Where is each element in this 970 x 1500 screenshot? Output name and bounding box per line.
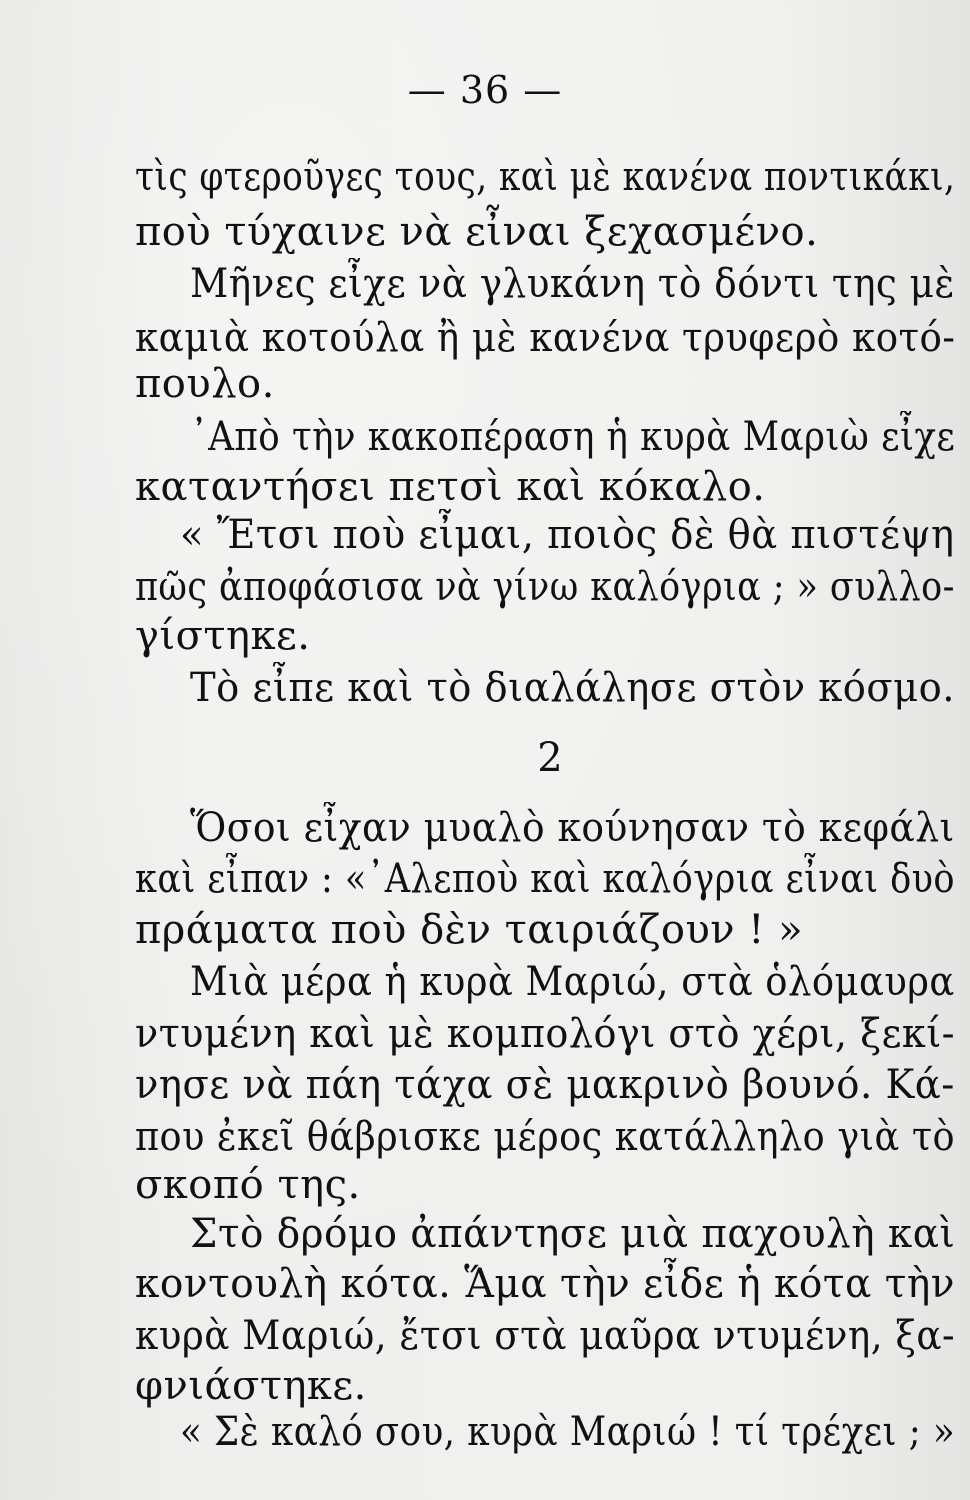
text-line: « Σὲ καλό σου, κυρὰ Μαριώ ! τί τρέχει ; » [180,1409,956,1455]
text-line: πράματα ποὺ δὲν ταιριάζουν ! » [135,907,804,953]
text-line: Μῆνες εἶχε νὰ γλυκάνη τὸ δόντι της μὲ [190,261,955,307]
text-line: γίστηκε. [135,613,311,659]
text-line: κοντουλὴ κότα. Ἅμα τὴν εἶδε ἡ κότα τὴν [135,1261,955,1307]
text-line: ᾿Απὸ τὴν κακοπέραση ἡ κυρὰ Μαριὼ εἶχε [190,414,956,460]
text-line: ντυμένη καὶ μὲ κομπολόγι στὸ χέρι, ξεκί- [135,1011,956,1057]
text-line: φνιάστηκε. [135,1363,367,1409]
text-line: Τὸ εἶπε καὶ τὸ διαλάλησε στὸν κόσμο. [190,665,955,711]
text-line: Μιὰ μέρα ἡ κυρὰ Μαριώ, στὰ ὁλόμαυρα [190,959,955,1005]
text-line: καταντήσει πετσὶ καὶ κόκαλο. [135,464,766,510]
text-line: καμιὰ κοτούλα ἢ μὲ κανένα τρυφερὸ κοτό- [135,315,956,361]
text-line: « Ἔτσι ποὺ εἶμαι, ποιὸς δὲ θὰ πιστέψη [180,512,955,558]
text-line: κυρὰ Μαριώ, ἔτσι στὰ μαῦρα ντυμένη, ξα- [135,1313,956,1359]
text-line: καὶ εἶπαν : «᾿Αλεποὺ καὶ καλόγρια εἶναι δυὸ [135,856,955,902]
text-line: που ἐκεῖ θάβρισκε μέρος κατάλληλο γιὰ τὸ [135,1114,956,1160]
text-line: Ὅσοι εἶχαν μυαλὸ κούνησαν τὸ κεφάλι [190,805,955,851]
text-line: ποὺ τύχαινε νὰ εἶναι ξεχασμένο. [135,209,819,255]
text-line: σκοπό της. [135,1162,361,1208]
page-number: — 36 — [407,68,563,112]
text-line: τὶς φτεροῦγες τους, καὶ μὲ κανένα ποντικάκι, [135,154,956,200]
text-line: πῶς ἀποφάσισα νὰ γίνω καλόγρια ; » συλλο- [135,564,955,610]
text-line: πουλο. [135,361,275,407]
text-line: Στὸ δρόμο ἀπάντησε μιὰ παχουλὴ καὶ [190,1211,956,1257]
section-number: 2 [537,735,563,781]
text-line: νησε νὰ πάη τάχα σὲ μακρινὸ βουνό. Κά- [135,1062,955,1108]
